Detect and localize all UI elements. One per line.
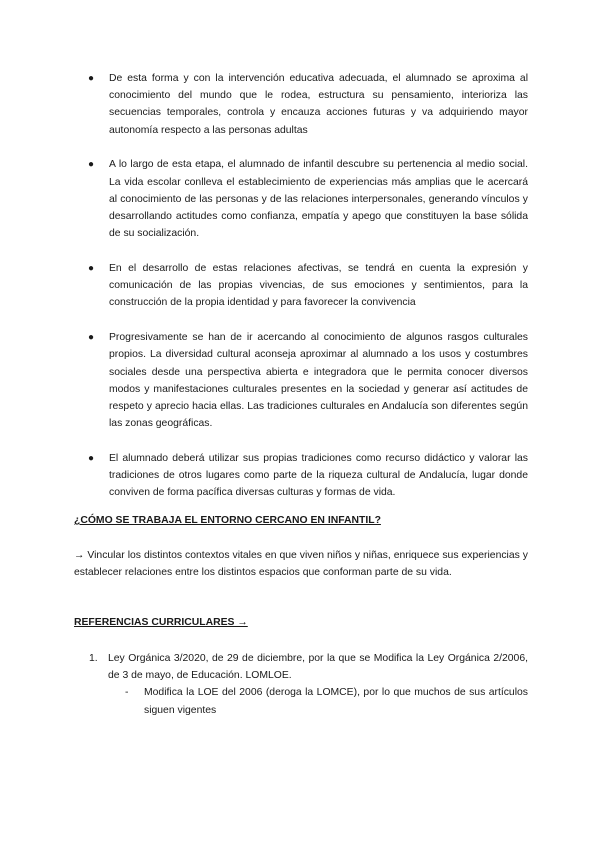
list-item bbox=[74, 329, 528, 432]
section-heading-entorno: ¿CÓMO SE TRABAJA EL ENTORNO CERCANO EN INFANTIL? bbox=[74, 515, 381, 526]
bullet-text: De esta forma y con la intervención educativa adecuada, el alumnado se aproxima al conocimiento del mundo que le rodea, estructura su pensamiento, interioriza las secuencias temporales, controla y encauza acciones futuras y va adquiriendo mayor autonomía respecto a las personas adultas bbox=[109, 73, 528, 136]
reference-item bbox=[74, 650, 528, 719]
bullet-text: A lo largo de esta etapa, el alumnado de infantil descubre su pertenencia al medio social. La vida escolar conlleva el establecimiento de experiencias más amplias que le acercará al conocimiento de las personas y de las relaciones interpersonales, generando vínculos y desarrollando actitudes como confianza, empatía y apego que constituyen la base sólida de su socialización. bbox=[109, 159, 528, 240]
list-item bbox=[74, 70, 528, 139]
reference-sub-list bbox=[108, 684, 528, 718]
reference-sub-text: Modifica la LOE del 2006 (deroga la LOMCE), por lo que muchos de sus artículos siguen vigentes bbox=[144, 687, 528, 716]
bullet-text: El alumnado deberá utilizar sus propias tradiciones como recurso didáctico y valorar las tradiciones de otros lugares como parte de la riqueza cultural de Andalucía, lugar donde conviven de forma pacífica diversas culturas y formas de vida. bbox=[109, 453, 528, 499]
dash-marker: - bbox=[125, 687, 129, 699]
bullet-icon: ● bbox=[88, 332, 95, 344]
bullet-icon: ● bbox=[88, 73, 95, 84]
bullet-text: En el desarrollo de estas relaciones afectivas, se tendrá en cuenta la expresión y comunicación de las propias vivencias, de sus emociones y sentimientos, para la construcción de la propia identidad y para favorecer la convivencia bbox=[109, 263, 528, 309]
reference-number: 1. bbox=[89, 653, 98, 664]
bullet-icon: ● bbox=[88, 453, 95, 465]
section-heading-referencias: REFERENCIAS CURRICULARES → bbox=[74, 617, 248, 628]
reference-sub-item bbox=[108, 684, 528, 718]
list-item bbox=[74, 450, 528, 502]
bullet-list bbox=[74, 70, 528, 519]
list-item bbox=[74, 260, 528, 312]
reference-text: Ley Orgánica 3/2020, de 29 de diciembre, por la que se Modifica la Ley Orgánica 2/2006, de 3 de mayo, de Educación. LOMLOE. bbox=[108, 653, 528, 682]
references-list bbox=[74, 650, 528, 719]
bullet-icon: ● bbox=[88, 159, 95, 171]
bullet-text: Progresivamente se han de ir acercando al conocimiento de algunos rasgos culturales propios. La diversidad cultural aconseja aproximar al alumnado a los usos y costumbres sociales desde una perspectiva abierta e integradora que le permita conocer diversos modos y manifestaciones culturales presentes en la sociedad y generar así actitudes de respeto y aprecio hacia ellas. Las tradiciones culturales en Andalucía son diferentes según las zonas geográficas. bbox=[109, 332, 528, 430]
bullet-icon: ● bbox=[88, 263, 95, 275]
list-item bbox=[74, 156, 528, 242]
entorno-paragraph: → Vincular los distintos contextos vitales en que viven niños y niñas, enriquece sus experiencias y establecer relaciones entre los distintos espacios que conforman parte de su vida. bbox=[74, 550, 528, 579]
